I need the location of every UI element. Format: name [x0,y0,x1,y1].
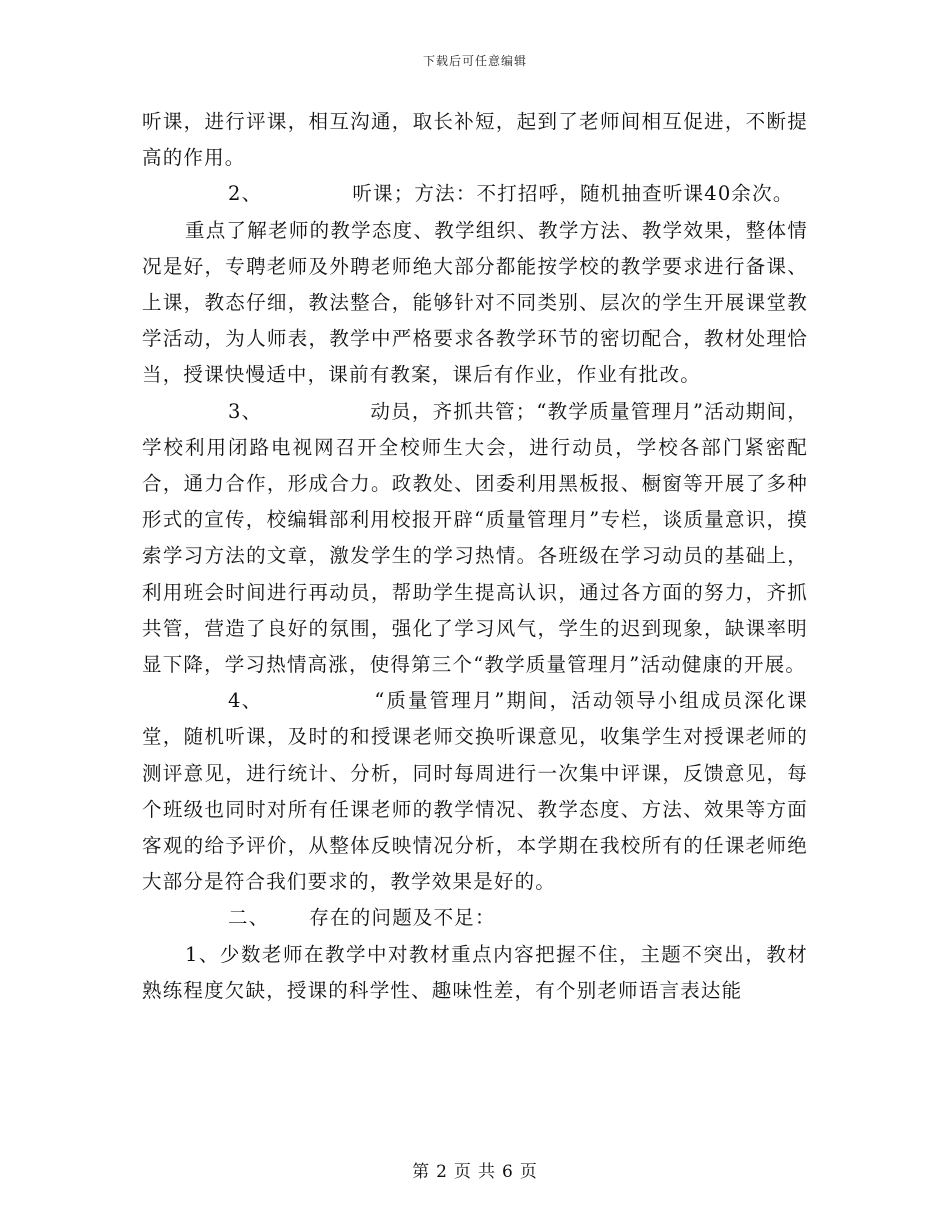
paragraph-continuation: 听课，进行评课，相互沟通，取长补短，起到了老师间相互促进，不断提高的作用。 [142,110,808,170]
page-footer: 第 2 页 共 6 页 [412,1162,538,1182]
item-number: 4、 [228,689,263,713]
paragraph-text: 听课；方法：不打招呼，随机抽查听课40余次。 [352,182,794,206]
section-title: 存在的问题及不足： [309,906,496,930]
item-number: 3、 [228,399,263,423]
item-number: 2、 [228,182,263,206]
paragraph-focus: 重点了解老师的教学态度、教学组织、教学方法、教学效果，整体情况是好，专聘老师及外聘老师绝大部分都能按学校的教学要求进行备课、上课，教态仔细，教法整合，能够针对不同类别、层次的学生开展课堂教学活动，为人师表，教学中严格要求各教学环节的密切配合，教材处理恰当，授课快慢适中，课前有教案，课后有作业，作业有批改。 [142,218,808,387]
current-page-number: 2 [436,1162,448,1182]
paragraph-item-3 [142,394,808,684]
paragraph-item-4 [142,683,808,900]
paragraph-text: 动员，齐抓共管；“教学质量管理月”活动期间，学校利用闭路电视网召开全校师生大会，进行动员，学校各部门紧密配合，通力合作，形成合力。政教处、团委利用黑板报、橱窗等开展了多种形式的宣传，校编辑部利用校报开辟“质量管理月”专栏，谈质量意识，摸索学习方法的文章，激发学生的学习热情。各班级在学习动员的基础上，利用班会时间进行再动员，帮助学生提高认识，通过各方面的努力，齐抓共管，营造了良好的氛围，强化了学习风气，学生的迟到现象，缺课率明显下降，学习热情高涨，使得第三个“教学质量管理月”活动健康的开展。 [142,399,808,677]
paragraph-item-2 [142,176,808,212]
page-header: 下载后可任意编辑 [422,54,527,68]
section-heading-2 [142,900,808,936]
total-page-count: 6 [502,1162,514,1182]
paragraph-problem-1: 1、少数老师在教学中对教材重点内容把握不住，主题不突出，教材熟练程度欠缺，授课的科学性、趣味性差，有个别老师语言表达能 [142,942,808,1002]
section-number: 二、 [228,906,270,930]
paragraph-text: “质量管理月”期间，活动领导小组成员深化课堂，随机听课，及时的和授课老师交换听课意见，收集学生对授课老师的测评意见，进行统计、分析，同时每周进行一次集中评课，反馈意见，每个班级也同时对所有任课老师的教学情况、教学态度、方法、效果等方面客观的给予评价，从整体反映情况分析，本学期在我校所有的任课老师绝大部分是符合我们要求的，教学效果是好的。 [142,689,808,894]
document-body [142,104,808,1009]
